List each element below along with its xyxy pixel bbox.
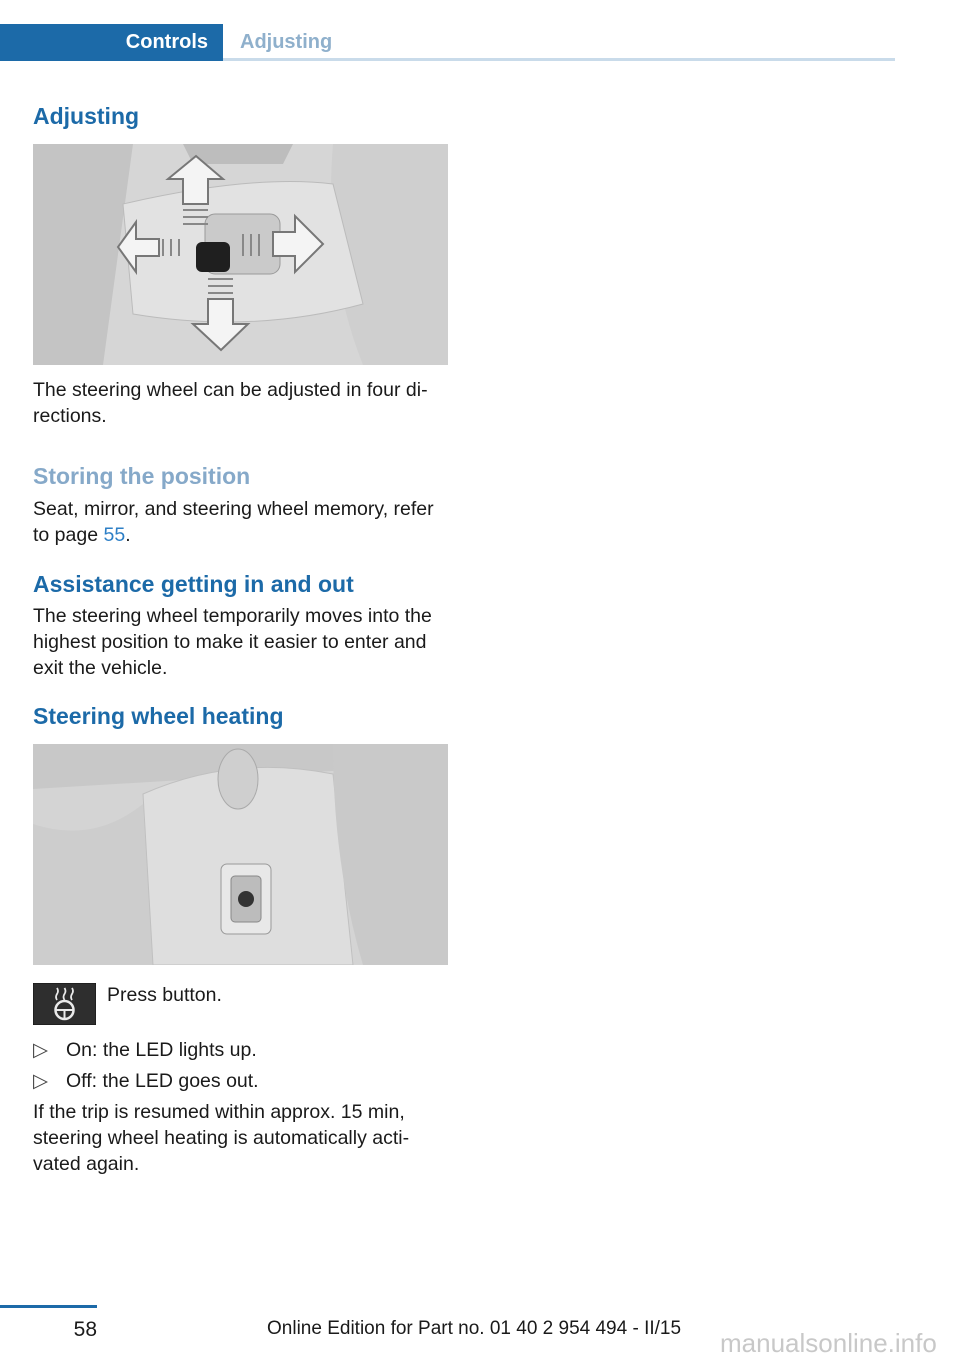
adjusting-body: The steering wheel can be adjusted in four di- rections. — [33, 379, 428, 427]
storing-body — [33, 496, 453, 548]
steering-adjust-figure — [33, 144, 448, 365]
steering-wheel-heating-icon — [33, 983, 96, 1025]
watermark-text: manualsonline.info — [720, 1328, 937, 1358]
section-title-heating: Steering wheel heating — [33, 703, 284, 729]
list-item-text: Off: the LED goes out. — [66, 1070, 259, 1092]
press-button-text: Press button. — [107, 984, 222, 1006]
assistance-body: The steering wheel temporarily moves into the highest position to make it easier to enter and exit the vehicle. — [33, 605, 432, 679]
section-title-assistance: Assistance getting in and out — [33, 571, 354, 597]
header-tab-controls: Controls — [0, 24, 223, 61]
storing-body-text: Seat, mirror, and steering wheel memory, refer to page — [33, 498, 434, 546]
list-item-text: On: the LED lights up. — [66, 1039, 257, 1061]
header-rule — [223, 58, 895, 61]
section-title-storing: Storing the position — [33, 463, 251, 489]
page-number: 58 — [73, 1318, 97, 1341]
resume-note: If the trip is resumed within approx. 15 min, steering wheel heating is automatically acti- vated again. — [33, 1101, 410, 1175]
triangle-right-icon: ▷ — [33, 1039, 48, 1061]
page-55-link[interactable]: 55 — [103, 524, 126, 546]
triangle-right-icon: ▷ — [33, 1070, 48, 1092]
storing-body-suffix: . — [125, 524, 131, 546]
footer-rule — [0, 1305, 97, 1308]
section-title-adjusting: Adjusting — [33, 103, 140, 129]
header-tab-adjusting: Adjusting — [240, 31, 333, 53]
steering-heating-figure — [33, 744, 448, 965]
edition-text: Online Edition for Part no. 01 40 2 954 494 - II/15 — [267, 1318, 682, 1339]
page-header — [0, 24, 895, 61]
